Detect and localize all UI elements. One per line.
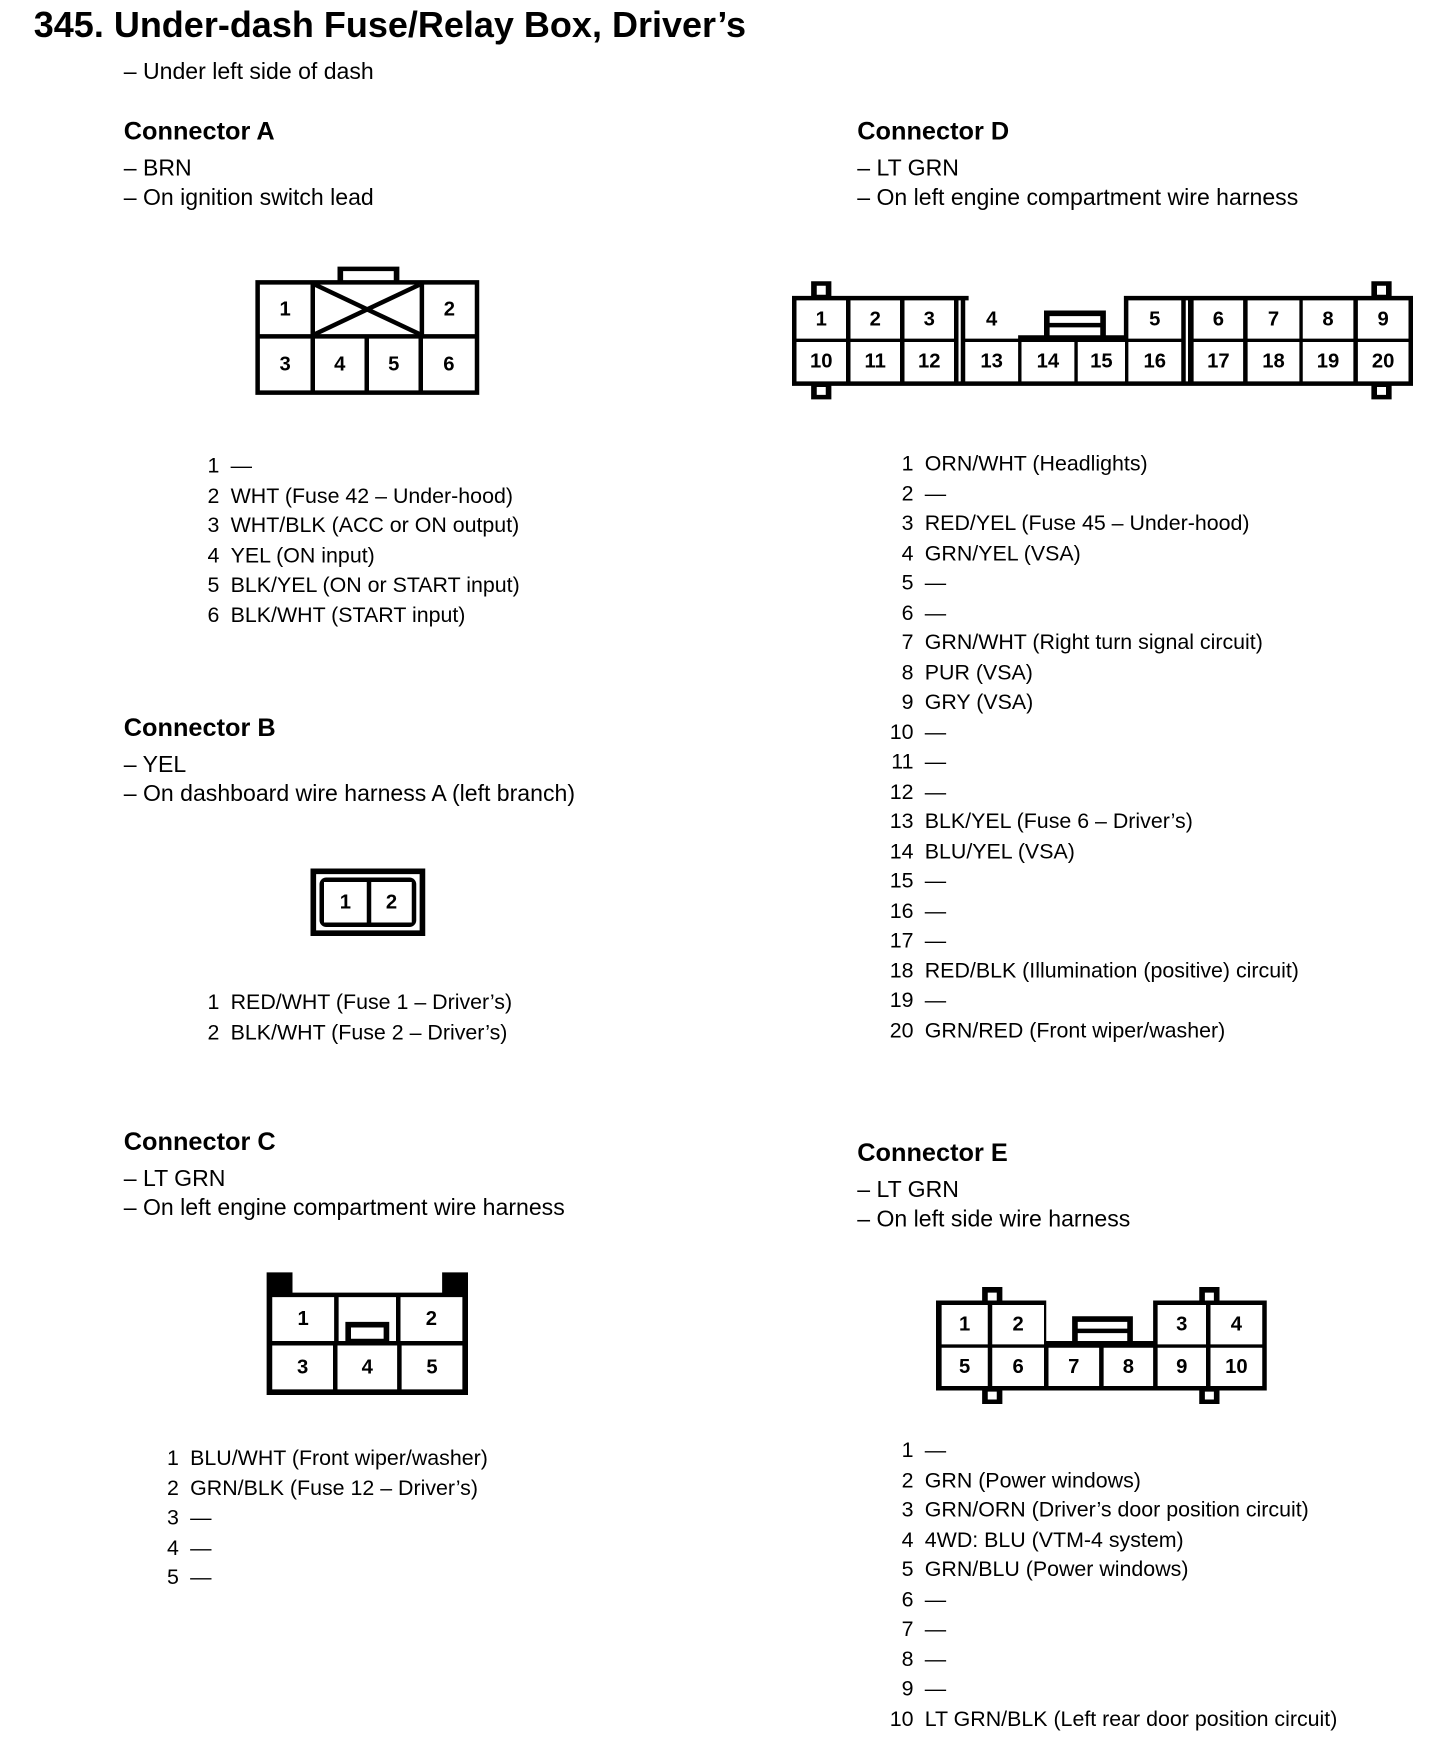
pin-cavity [988,1293,997,1301]
pin-number: 7 [901,631,914,655]
pin-description: — [924,482,947,506]
connector-b-location: – On dashboard wire harness A (left branch) [123,780,576,807]
connector-e-heading: Connector E [857,1138,1008,1167]
pin-number-label: 2 [869,308,881,331]
pin-number: 20 [889,1018,914,1043]
pin-number-label: 7 [1267,308,1280,331]
pin-number-label: 3 [1176,1313,1188,1336]
pin-number-label: 14 [1036,350,1060,373]
pin-number-label: 8 [1322,308,1334,331]
pin-number-label: 3 [279,353,291,376]
pin-number: 6 [901,1587,914,1612]
connector-a-heading: Connector A [123,117,275,146]
pin-description: GRN/WHT (Right turn signal circuit) [924,631,1263,655]
pin-cavity [1078,1322,1128,1329]
pin-description: RED/YEL (Fuse 45 – Under-hood) [924,511,1250,536]
pin-description: BLK/YEL (ON or START input) [230,573,520,598]
pin-number-label: 8 [1122,1355,1135,1378]
pin-number: 8 [901,660,914,685]
pin-number: 2 [901,482,914,506]
connector-c-color: – LT GRN [123,1165,226,1192]
pin-description: — [924,1677,947,1701]
pin-number: 9 [901,690,914,715]
connector-a-color: – BRN [123,155,192,182]
pin-number: 7 [901,1617,914,1642]
pin-description: GRN/BLU (Power windows) [924,1558,1189,1582]
connector-c-location: – On left engine compartment wire harness [123,1194,565,1221]
pin-description: 4WD: BLU (VTM-4 system) [924,1528,1184,1552]
pin-number-label: 3 [923,308,935,331]
pin-description: — [924,1438,947,1463]
pin-number-label: 15 [1090,350,1113,373]
pin-number: 5 [166,1566,179,1590]
pin-description: — [924,601,947,625]
pin-description: BLK/YEL (Fuse 6 – Driver’s) [924,810,1193,834]
pin-number: 14 [889,839,914,864]
pin-description: PUR (VSA) [924,660,1033,685]
pin-number-label: 20 [1371,350,1395,373]
pin-description: — [924,899,947,924]
connector-d-heading: Connector D [857,117,1010,146]
pin-cavity [959,300,961,381]
pin-number: 1 [901,1438,914,1463]
pin-description: — [190,1566,212,1590]
pin-number-label: 10 [1225,1355,1248,1378]
pin-number: 2 [901,1468,914,1493]
pin-number-label: 1 [297,1308,309,1331]
pin-number-label: 2 [385,891,398,914]
pin-description: RED/BLK (Illumination (positive) circuit) [924,959,1299,983]
pin-number: 5 [901,571,914,596]
pin-number-label: 19 [1316,350,1340,373]
pin-number-label: 5 [426,1356,438,1379]
pin-cavity [988,1392,997,1400]
pin-number-label: 10 [809,350,833,373]
pin-number-label: 6 [443,353,455,376]
pin-number: 15 [889,869,914,894]
pin-description: GRN/YEL (VSA) [924,541,1081,566]
pin-number: 16 [889,899,914,924]
pin-number-label: 9 [1377,308,1389,331]
pin-description: — [924,1617,947,1642]
pin-description: GRN (Power windows) [924,1468,1141,1493]
pin-number: 17 [889,929,914,953]
pin-number: 1 [207,991,220,1015]
pin-cavity [817,286,826,295]
pin-number: 9 [901,1677,914,1701]
pin-description: BLU/YEL (VSA) [924,839,1075,864]
pin-number: 12 [889,780,914,804]
pin-number: 6 [901,601,914,625]
pin-description: — [924,988,947,1013]
connector-latch [1072,1316,1133,1345]
pin-description: — [190,1536,212,1560]
pin-number: 19 [889,988,914,1013]
pin-description: — [924,780,947,804]
pin-number: 4 [901,1528,914,1552]
pin-number-label: 2 [425,1308,438,1331]
pin-cavity [817,387,826,395]
pin-number: 3 [901,1498,914,1523]
pin-number: 3 [901,511,914,536]
pin-cavity [343,271,394,281]
pin-number-label: 1 [279,298,291,321]
pin-number-label: 12 [917,350,941,373]
connector-e-location: – On left side wire harness [857,1206,1131,1232]
pin-number-label: 2 [443,298,456,321]
pin-number-label: 5 [388,353,400,376]
pin-number-label: 16 [1143,350,1167,373]
pin-number: 2 [166,1476,179,1501]
pin-description: GRN/ORN (Driver’s door position circuit) [924,1498,1309,1523]
pin-description: — [924,1647,947,1672]
pin-description: BLK/WHT (START input) [230,603,466,628]
pin-number-label: 11 [864,350,886,373]
pin-description: — [924,1587,947,1612]
pin-number-label: 1 [339,891,352,914]
pin-cavity [1186,300,1188,381]
connector-a-location: – On ignition switch lead [123,184,374,211]
pin-cavity [1050,316,1101,323]
pin-number: 2 [207,484,220,508]
pin-number: 4 [207,543,220,568]
pin-number: 11 [891,750,914,774]
pin-description: YEL (ON input) [230,543,375,568]
pin-number-label: 2 [1012,1313,1024,1336]
pin-number-label: 6 [1012,1355,1024,1378]
pin-number-label: 1 [959,1313,971,1336]
pin-number-label: 7 [1068,1355,1080,1378]
pin-cavity [1205,1392,1214,1400]
pin-number: 10 [889,720,914,745]
pin-number: 18 [889,959,914,983]
pin-number-label: 18 [1262,350,1285,373]
pin-number-label: 5 [959,1355,971,1378]
pin-description: ORN/WHT (Headlights) [924,452,1148,476]
pin-description: GRY (VSA) [924,690,1034,715]
pin-number: 6 [207,603,220,628]
pin-number-label: 5 [1149,308,1161,331]
pin-number-label: 4 [1230,1313,1243,1336]
pin-number: 1 [166,1446,179,1471]
pin-description: RED/WHT (Fuse 1 – Driver’s) [230,991,513,1015]
pin-description: — [924,720,947,745]
pin-description: LT GRN/BLK (Left rear door position circuit) [924,1707,1338,1731]
pin-number: 3 [207,514,220,538]
pin-description: WHT/BLK (ACC or ON output) [230,514,520,538]
pin-number: 4 [901,541,914,566]
pin-description: — [924,929,947,953]
pin-cavity [1050,327,1101,335]
connector-d-color: – LT GRN [857,155,959,182]
pin-description: GRN/BLK (Fuse 12 – Driver’s) [190,1476,478,1501]
pin-description: GRN/RED (Front wiper/washer) [924,1018,1226,1043]
pin-description: — [924,869,947,894]
connector-c-heading: Connector C [123,1127,276,1156]
pin-description: — [924,571,947,596]
pin-cavity [1205,1293,1214,1301]
pin-number-label: 4 [334,353,346,376]
pin-description: — [924,750,947,774]
pin-number: 1 [901,452,914,476]
pin-number-label: 1 [815,308,827,331]
pin-cavity [1377,286,1386,295]
page-subtitle: – Under left side of dash [123,58,374,85]
connector-b-heading: Connector B [123,713,276,742]
pin-description: BLU/WHT (Front wiper/washer) [190,1446,488,1471]
pin-number: 1 [207,454,220,479]
pin-number-label: 13 [980,350,1003,373]
pin-description: BLK/WHT (Fuse 2 – Driver’s) [230,1020,508,1045]
connector-d-location: – On left engine compartment wire harness [857,184,1299,211]
pin-description: — [230,454,252,479]
pin-number: 5 [901,1558,914,1582]
pin-number-label: 4 [361,1356,373,1379]
pin-number: 3 [166,1506,179,1530]
pin-number-label: 17 [1207,350,1230,373]
pin-number-label: 6 [1212,308,1225,331]
pin-cavity [1078,1333,1128,1341]
page-title: 345. Under-dash Fuse/Relay Box, Driver’s [33,4,747,45]
pin-number: 2 [207,1020,220,1045]
pin-number: 5 [207,573,220,598]
pin-number: 4 [166,1536,179,1560]
pin-number: 10 [889,1707,914,1731]
connector-e-color: – LT GRN [857,1176,959,1203]
pin-number-label: 9 [1176,1355,1188,1378]
pin-cavity [1377,387,1386,395]
pin-cavity [351,1328,384,1339]
pin-description: WHT (Fuse 42 – Under-hood) [230,484,513,508]
pin-description: — [190,1506,212,1530]
connector-b-color: – YEL [123,751,187,778]
pin-number-label: 4 [986,308,998,331]
pin-number: 8 [901,1647,914,1672]
pin-number-label: 3 [296,1356,309,1379]
pin-number: 13 [889,810,914,834]
